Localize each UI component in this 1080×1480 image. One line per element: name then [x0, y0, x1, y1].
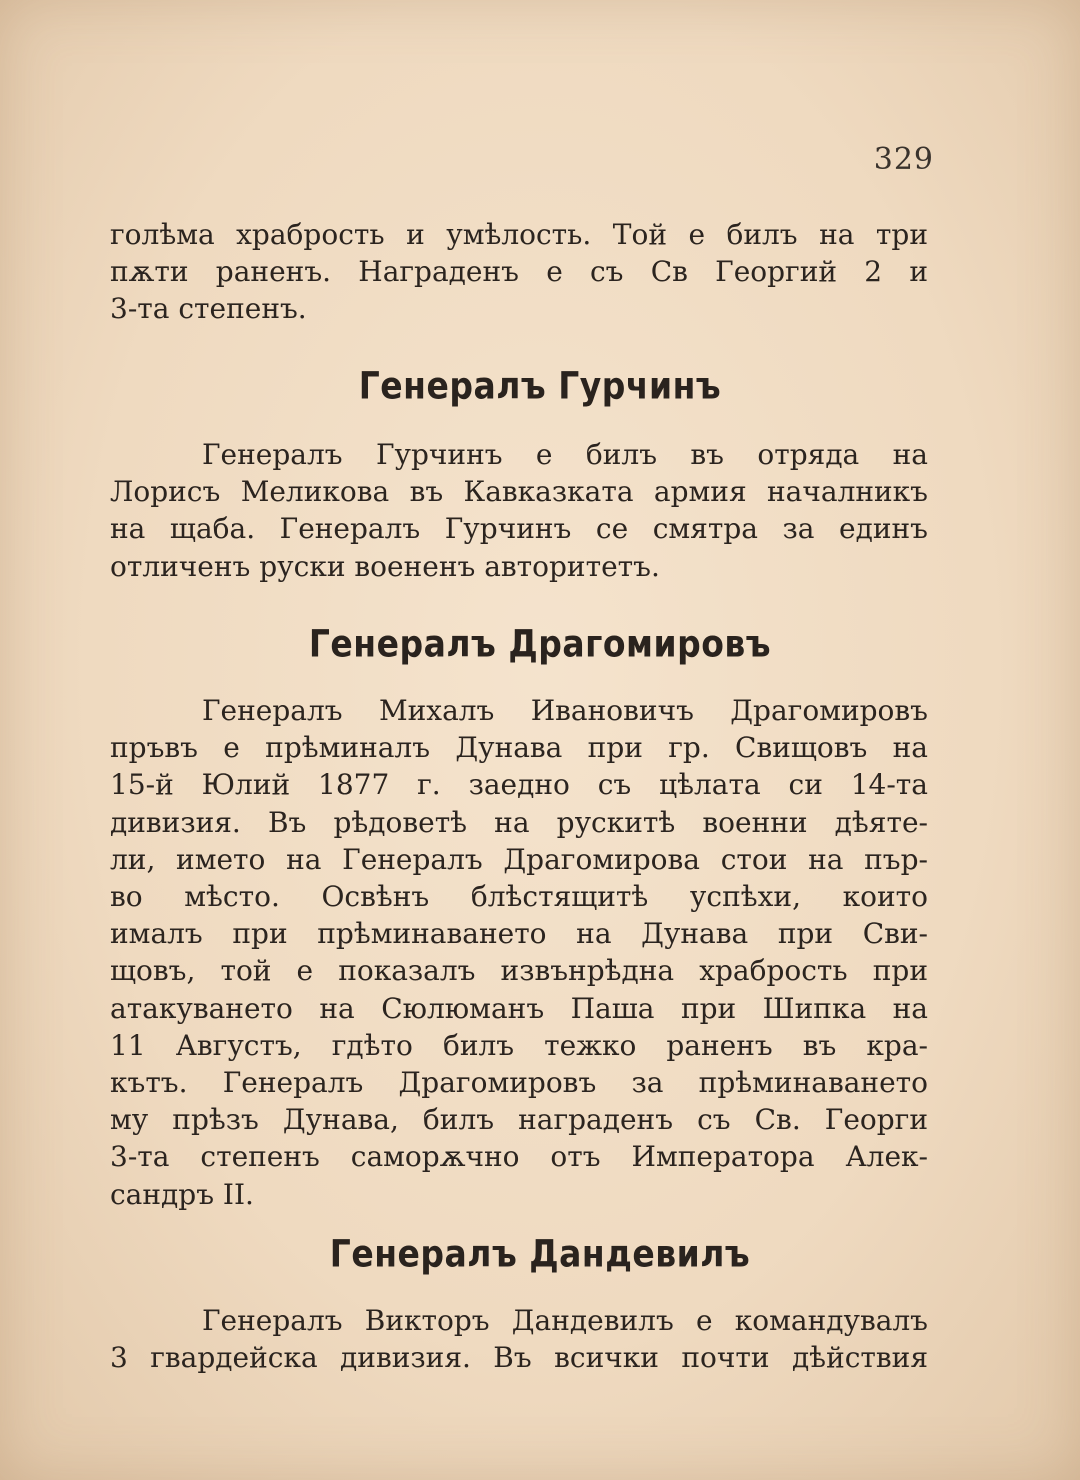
paragraph-dragomirov — [110, 692, 928, 1213]
text-line: 3 гвардейска дивизия. Въ всички почти дѣйствия — [110, 1341, 928, 1375]
text-line: ималъ при прѣминаването на Дунава при Сви- — [110, 917, 928, 951]
text-line: Генералъ Михалъ Ивановичъ Драгомировъ — [202, 694, 928, 727]
text-line: 3-та степенъ саморѫчно отъ Императора Алек- — [110, 1140, 928, 1174]
text-line: пръвъ е прѣминалъ Дунава при гр. Свищовъ на — [110, 731, 928, 765]
text-line: щовъ, той е показалъ извънрѣдна храбрость при — [110, 954, 928, 988]
text-line: отличенъ руски воененъ авторитетъ. — [110, 549, 660, 583]
section-heading-dandevil: Генералъ Дандевилъ — [329, 1231, 751, 1276]
text-line: ли, името на Генералъ Драгомирова стои на пър- — [110, 842, 928, 876]
paragraph-continuation — [110, 216, 928, 328]
section-heading-dragomirov: Генералъ Драгомировъ — [308, 621, 772, 666]
page-number: 329 — [873, 142, 934, 177]
text-line: на щаба. Генералъ Гурчинъ се смятра за единъ — [110, 512, 928, 546]
paragraph-dandevil — [110, 1302, 928, 1376]
text-line: голѣма храбрость и умѣлость. Той е билъ на три — [110, 218, 928, 251]
text-line: Генералъ Гурчинъ е билъ въ отряда на — [202, 438, 928, 471]
text-line: 15-й Юлий 1877 г. заедно съ цѣлата си 14-та — [110, 768, 928, 802]
text-line: му прѣзъ Дунава, билъ награденъ съ Св. Георги — [110, 1103, 928, 1137]
section-heading-gurchin: Генералъ Гурчинъ — [358, 363, 722, 408]
text-line: пѫти раненъ. Награденъ е съ Св Георгий 2 и — [110, 255, 928, 289]
text-line: во мѣсто. Освѣнъ блѣстящитѣ успѣхи, които — [110, 880, 928, 914]
text-line: Генералъ Викторъ Дандевилъ е командувалъ — [202, 1304, 928, 1337]
text-line: дивизия. Въ рѣдоветѣ на рускитѣ военни дѣяте- — [110, 805, 928, 839]
paragraph-gurchin — [110, 436, 928, 585]
text-line: кътъ. Генералъ Драгомировъ за прѣминаването — [110, 1066, 928, 1100]
text-line: Лорисъ Меликова въ Кавказката армия началникъ — [110, 475, 928, 509]
text-line: 3-та степенъ. — [110, 292, 307, 326]
text-line: 11 Августъ, гдѣто билъ тежко раненъ въ кра- — [110, 1028, 928, 1062]
text-line: атакуването на Сюлюманъ Паша при Шипка на — [110, 991, 928, 1025]
text-line: сандръ II. — [110, 1177, 254, 1211]
